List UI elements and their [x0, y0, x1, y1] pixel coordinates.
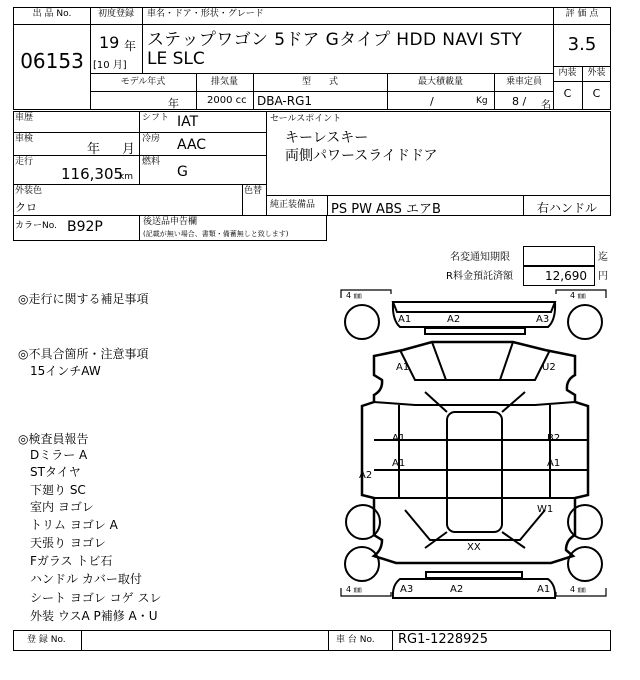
- inspection-label: 車検: [15, 134, 34, 144]
- fuel-value: G: [177, 164, 188, 180]
- damage-mark: A2: [447, 314, 461, 325]
- inspector-item: Fガラス トビ石: [30, 554, 113, 568]
- defects-title: ◎不具合箇所・注意事項: [18, 347, 149, 361]
- inspector-item: ハンドル カバー取付: [30, 572, 142, 586]
- equipment-value: PS PW ABS エアB: [331, 202, 441, 217]
- damage-mark: A1: [392, 458, 406, 469]
- color-label: 外装色: [15, 186, 43, 196]
- reg-year-unit: 年: [124, 39, 137, 53]
- load-label: 最大積載量: [417, 77, 463, 87]
- score-value: 3.5: [567, 34, 597, 55]
- damage-mark: U2: [542, 362, 556, 373]
- lot-label: 出 品 No.: [32, 9, 72, 19]
- front-grille: [425, 328, 525, 334]
- damage-mark: A1: [547, 458, 561, 469]
- inspector-title: ◎検査員報告: [18, 432, 89, 446]
- displacement-value: 2000 cc: [207, 95, 247, 106]
- exterior-grade: C: [592, 87, 601, 100]
- damage-mark: A1: [398, 314, 412, 325]
- inspector-item: トリム ヨゴレ A: [30, 518, 118, 532]
- driving-notes-title: ◎走行に関する補足事項: [18, 292, 149, 306]
- docs-label: 後送品申告欄: [143, 217, 198, 227]
- recycle-unit: 円: [598, 271, 608, 282]
- color-value: クロ: [15, 201, 37, 214]
- damage-mark: W1: [537, 504, 554, 515]
- inspection-month-unit: 月: [122, 142, 136, 157]
- model-year-unit: 年: [168, 97, 179, 110]
- history-label: 車歴: [15, 113, 34, 123]
- ac-label: 冷房: [142, 134, 161, 144]
- damage-mark: A1: [537, 584, 551, 595]
- front-bumper: [393, 302, 555, 327]
- damage-mark: A1: [396, 362, 410, 373]
- damage-mark: A2: [359, 470, 373, 481]
- displacement-label: 排気量: [210, 77, 238, 87]
- car-name-line2: LE SLC: [147, 49, 205, 69]
- mileage-value: 116,305: [61, 165, 124, 183]
- mileage-unit: km: [119, 172, 133, 182]
- inspector-item: 天張り ヨゴレ: [30, 536, 106, 550]
- wheel-front-right: [568, 305, 602, 339]
- shift-value: IAT: [177, 114, 199, 130]
- inspector-item: Dミラー A: [30, 448, 88, 462]
- wheel-rear-right: [568, 547, 602, 581]
- color-no-label: カラーNo.: [15, 221, 57, 231]
- inspector-item: STタイヤ: [30, 465, 81, 479]
- inspection-year-unit: 年: [87, 142, 101, 157]
- inspector-item: 外装 ウスA P補修 A・U: [30, 609, 158, 623]
- docs-note: (記載が無い場合、書類・備蓄無しと致します): [143, 230, 289, 238]
- color-box: [13, 184, 267, 216]
- first-reg-label: 初度登録: [97, 9, 134, 19]
- sales-point-label: セールスポイント: [270, 114, 342, 124]
- load-unit: Kg: [476, 96, 488, 106]
- damage-mark: A1: [392, 433, 406, 444]
- capacity-value: 8 /: [512, 95, 527, 108]
- damage-mark: A2: [450, 584, 464, 595]
- sales-point-line2: 両側パワースライドドア: [285, 148, 438, 164]
- inspector-item: シート ヨゴレ コゲ スレ: [30, 591, 162, 605]
- capacity-label: 乗車定員: [505, 77, 542, 87]
- registration-label: 登 録 No.: [27, 635, 66, 645]
- name-change-label: 名変通知期限: [450, 252, 510, 263]
- wheel-front-left: [345, 305, 379, 339]
- tire-label-fl: 4 ㎜: [346, 291, 362, 300]
- load-value: /: [430, 95, 434, 108]
- car-name-line1: ステップワゴン 5ドア Gタイプ HDD NAVI STY: [147, 30, 523, 50]
- chassis-value: RG1-1228925: [398, 632, 488, 647]
- tire-label-fr: 4 ㎜: [570, 291, 586, 300]
- type-label: 型 式: [301, 77, 338, 87]
- capacity-unit: 名: [541, 100, 551, 111]
- damage-mark: A3: [400, 584, 414, 595]
- lot-number: 06153: [20, 49, 84, 73]
- interior-grade: C: [563, 87, 572, 100]
- rear-bumper: [393, 579, 555, 598]
- exterior-label: 外装: [587, 68, 606, 78]
- fuel-label: 燃料: [142, 157, 161, 167]
- mileage-label: 走行: [15, 157, 34, 167]
- damage-mark: XX: [467, 542, 481, 553]
- shift-label: シフト: [142, 113, 170, 123]
- damage-mark: A3: [536, 314, 550, 325]
- wheel-rear-left: [345, 547, 379, 581]
- name-change-unit: 迄: [598, 252, 608, 263]
- sales-point-line1: キーレスキー: [285, 130, 369, 146]
- car-body: [362, 342, 588, 563]
- reg-month: [10 月]: [93, 60, 127, 71]
- score-label: 評 価 点: [565, 9, 599, 19]
- wheel-mid-right: [568, 505, 602, 539]
- chassis-label: 車 台 No.: [336, 635, 375, 645]
- damage-mark: B2: [547, 433, 561, 444]
- inspector-item: 室内 ヨゴレ: [30, 500, 94, 514]
- interior-label: 内装: [558, 68, 577, 78]
- handle-value: 右ハンドル: [536, 201, 597, 215]
- inspector-item: 下廻り SC: [30, 483, 86, 497]
- type-value: DBA-RG1: [257, 94, 313, 108]
- model-year-label: モデル年式: [120, 77, 166, 87]
- color-no-value: B92P: [67, 219, 103, 235]
- car-damage-diagram: [336, 286, 612, 630]
- equipment-label: 純正装備品: [270, 200, 316, 210]
- recycle-value: 12,690: [545, 269, 587, 283]
- name-change-box: [523, 246, 595, 266]
- recycle-label: R料金預託済額: [446, 271, 513, 282]
- defect-item: 15インチAW: [30, 364, 101, 378]
- rear-plate: [426, 572, 522, 578]
- tire-label-rl: 4 ㎜: [346, 585, 362, 594]
- reg-year: 19: [99, 33, 120, 52]
- ac-value: AAC: [177, 137, 207, 153]
- car-name-label: 車名・ドア・形状・グレード: [147, 9, 264, 19]
- color-change-label: 色替: [244, 186, 263, 196]
- details-box: [13, 111, 267, 185]
- tire-label-rr: 4 ㎜: [570, 585, 586, 594]
- car-roof: [447, 412, 502, 532]
